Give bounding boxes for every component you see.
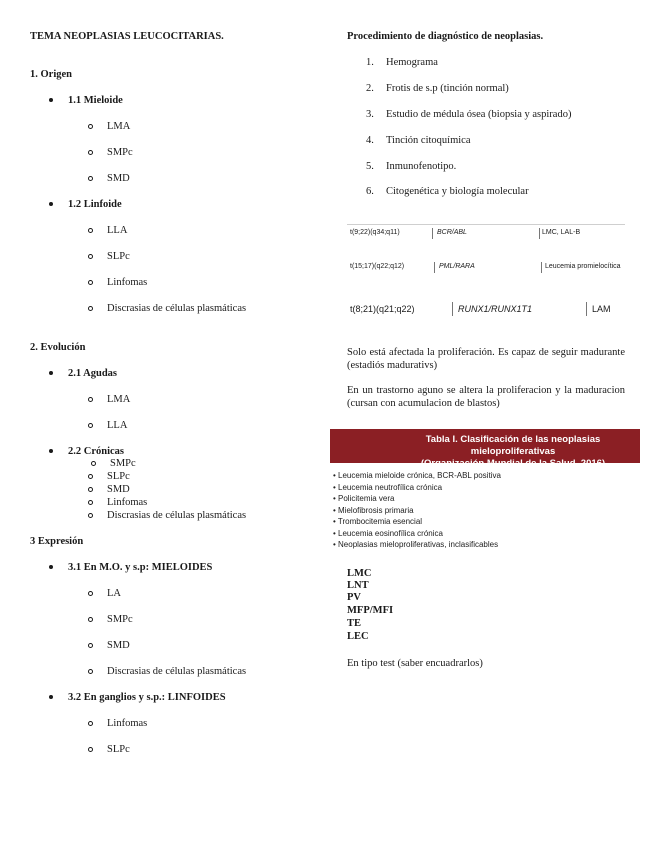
list-item: LMA <box>107 121 131 132</box>
bullet-circle <box>88 591 93 596</box>
step-number: 1. <box>366 57 374 68</box>
abbreviation: LEC <box>347 631 369 642</box>
procedure-title: Procedimiento de diagnóstico de neoplasias. <box>347 31 544 42</box>
step-number: 5. <box>366 161 374 172</box>
bullet-dot <box>49 371 53 375</box>
bullet-circle <box>88 500 93 505</box>
table-divider <box>452 302 453 316</box>
bullet-circle <box>88 747 93 752</box>
test-note: En tipo test (saber encuadrarlos) <box>347 658 483 669</box>
subheading-mieloide: 1.1 Mieloide <box>68 95 123 106</box>
disease-cell: Leucemia promielocítica <box>545 263 621 270</box>
who-table-item: • Neoplasias mieloproliferativas, inclasificables <box>333 540 499 549</box>
who-table-item: • Leucemia eosinofílica crónica <box>333 529 443 538</box>
list-item: SMD <box>107 484 130 495</box>
list-item: SLPc <box>107 744 130 755</box>
step-number: 6. <box>366 186 374 197</box>
bullet-circle <box>91 461 96 466</box>
bullet-circle <box>88 176 93 181</box>
section-expresion-heading: 3 Expresión <box>30 536 84 547</box>
list-item: SLPc <box>107 251 130 262</box>
bullet-dot <box>49 98 53 102</box>
bullet-circle <box>88 474 93 479</box>
subheading-mieloides: 3.1 En M.O. y s.p: MIELOIDES <box>68 562 213 573</box>
step-number: 3. <box>366 109 374 120</box>
bullet-circle <box>88 643 93 648</box>
disease-cell: LAM <box>592 304 611 314</box>
bullet-dot <box>49 565 53 569</box>
list-item: SMD <box>107 173 130 184</box>
list-item: LMA <box>107 394 131 405</box>
bullet-circle <box>88 124 93 129</box>
abbreviation: LNT <box>347 580 369 591</box>
gene-cell: RUNX1/RUNX1T1 <box>458 304 533 314</box>
bullet-dot <box>49 449 53 453</box>
abbreviation: MFP/MFI <box>347 605 394 616</box>
bullet-circle <box>88 721 93 726</box>
subheading-agudas: 2.1 Agudas <box>68 368 118 379</box>
list-item: Linfomas <box>107 277 148 288</box>
bullet-dot <box>49 695 53 699</box>
who-table-header <box>330 429 640 469</box>
bullet-circle <box>88 150 93 155</box>
step-text: Frotis de s.p (tinción normal) <box>386 83 509 94</box>
bullet-circle <box>88 254 93 259</box>
step-number: 2. <box>366 83 374 94</box>
subheading-linfoide: 1.2 Linfoide <box>68 199 122 210</box>
table-rule <box>347 224 625 225</box>
step-number: 4. <box>366 135 374 146</box>
paragraph-proliferation: Solo está afectada la proliferación. Es capaz de seguir madurante (estadiós madurativs) <box>347 347 625 371</box>
bullet-circle <box>88 513 93 518</box>
gene-cell: BCR/ABL <box>437 229 467 236</box>
table-divider <box>541 262 542 273</box>
gene-cell: PML/RARA <box>439 263 475 270</box>
abbreviation: PV <box>347 592 361 603</box>
list-item: SMPc <box>110 458 136 469</box>
table-divider <box>432 228 433 239</box>
document-title: TEMA NEOPLASIAS LEUCOCITARIAS. <box>30 31 224 42</box>
list-item: LLA <box>107 225 128 236</box>
list-item: Linfomas <box>107 718 148 729</box>
bullet-circle <box>88 280 93 285</box>
abbreviation: TE <box>347 618 362 629</box>
bullet-circle <box>88 617 93 622</box>
translocation-cell: t(15;17)(q22;q12) <box>350 263 405 270</box>
table-divider <box>586 302 587 316</box>
subheading-cronicas: 2.2 Crónicas <box>68 446 124 457</box>
step-text: Tinción citoquímica <box>386 135 471 146</box>
list-item: SMD <box>107 640 130 651</box>
who-table-item: • Mielofibrosis primaria <box>333 506 414 515</box>
step-text: Citogenética y biología molecular <box>386 186 529 197</box>
step-text: Hemograma <box>386 57 438 68</box>
table-divider <box>539 228 540 239</box>
step-text: Inmunofenotipo. <box>386 161 457 172</box>
abbreviation: LMC <box>347 568 372 579</box>
who-table-item: • Leucemia neutrofílica crónica <box>333 483 443 492</box>
section-origen-heading: 1. Origen <box>30 69 72 80</box>
translocation-cell: t(8;21)(q21;q22) <box>350 304 415 314</box>
list-item: Discrasias de células plasmáticas <box>107 510 247 521</box>
list-item: Discrasias de células plasmáticas <box>107 666 247 677</box>
translocation-cell: t(9;22)(q34;q11) <box>350 229 400 236</box>
list-item: LA <box>107 588 121 599</box>
step-text: Estudio de médula ósea (biopsia y aspirado) <box>386 109 572 120</box>
who-table-subtitle: (Organización Mundial de la Salud, 2016) <box>420 458 606 469</box>
list-item: Discrasias de células plasmáticas <box>107 303 247 314</box>
paragraph-acute-disorder: En un trastorno aguno se altera la proliferacion y la maduracion (cursan con acumulacion de blastos) <box>347 385 625 409</box>
bullet-circle <box>88 306 93 311</box>
bullet-circle <box>88 423 93 428</box>
bullet-dot <box>49 202 53 206</box>
who-table-item: • Policitemia vera <box>333 494 395 503</box>
subheading-linfoides: 3.2 En ganglios y s.p.: LINFOIDES <box>68 692 226 703</box>
bullet-circle <box>88 669 93 674</box>
bullet-circle <box>88 228 93 233</box>
who-table-item: • Leucemia mieloide crónica, BCR-ABL positiva <box>333 471 501 480</box>
who-table-title: Tabla I. Clasificación de las neoplasias mieloproliferativas <box>425 434 601 457</box>
list-item: SMPc <box>107 147 133 158</box>
list-item: SMPc <box>107 614 133 625</box>
table-divider <box>434 262 435 273</box>
list-item: Linfomas <box>107 497 148 508</box>
list-item: LLA <box>107 420 128 431</box>
disease-cell: LMC, LAL-B <box>542 229 581 236</box>
list-item: SLPc <box>107 471 130 482</box>
bullet-circle <box>88 487 93 492</box>
bullet-circle <box>88 397 93 402</box>
section-evolucion-heading: 2. Evolución <box>30 342 86 353</box>
who-table-item: • Trombocitemia esencial <box>333 517 423 526</box>
